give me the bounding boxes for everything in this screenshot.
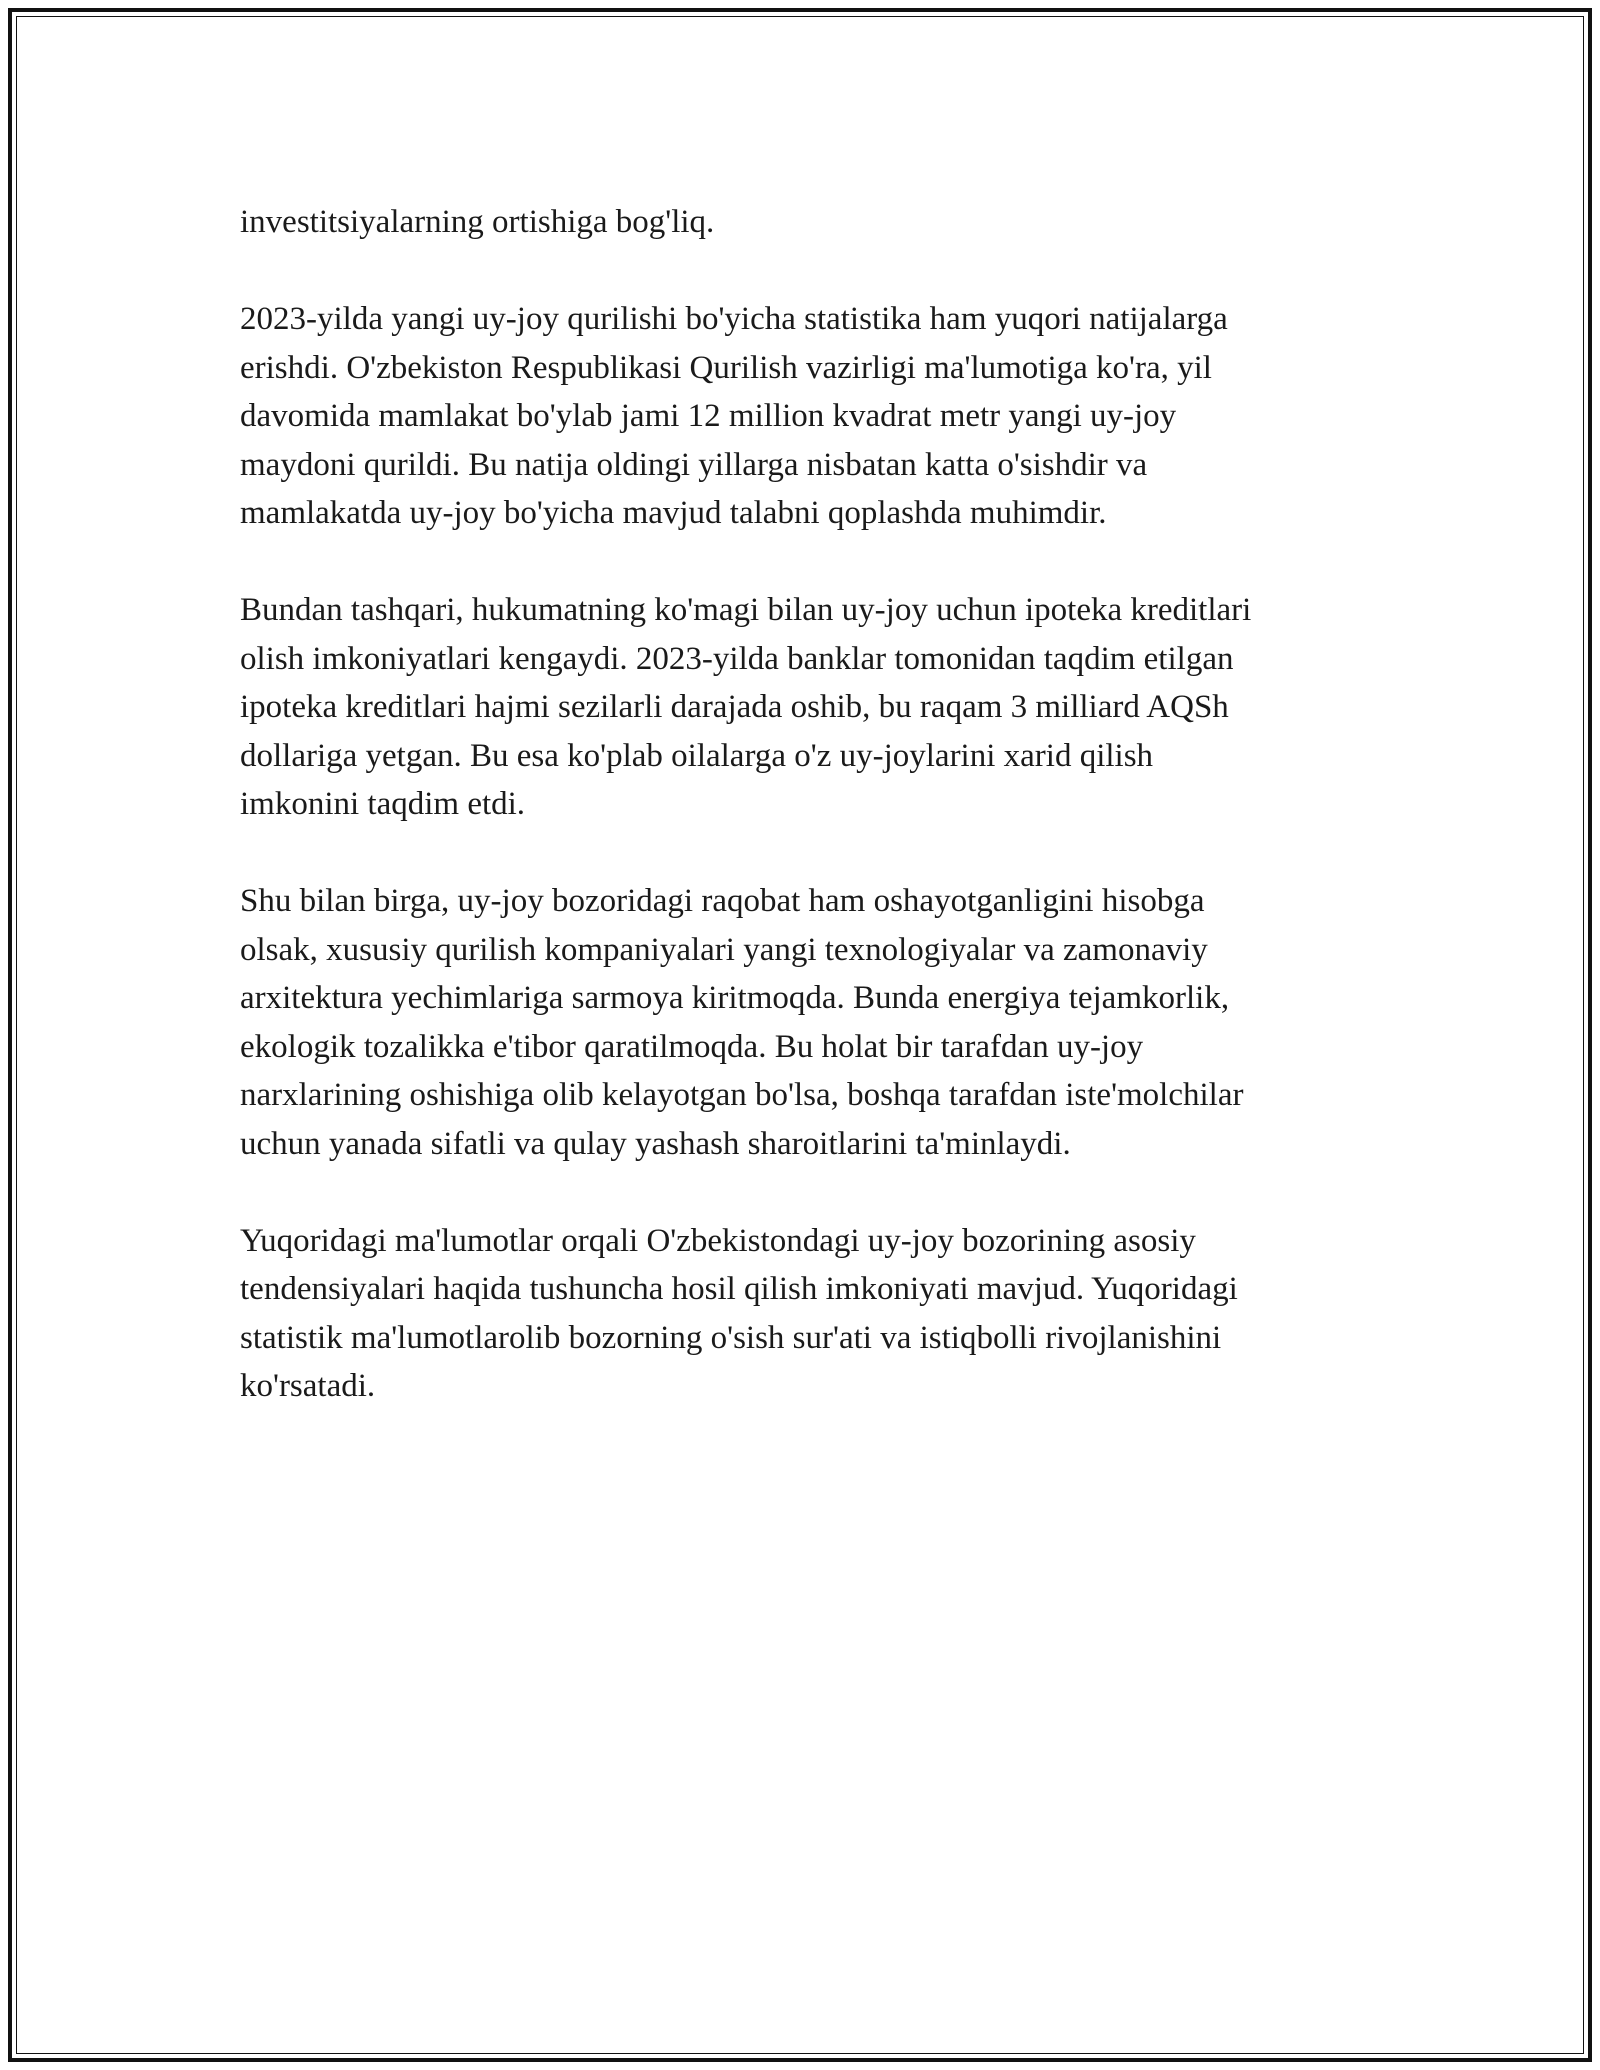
paragraph-5: Yuqoridagi ma'lumotlar orqali O'zbekistondagi uy-joy bozorining asosiy tendensiyalari haqida tushuncha hosil qilish imkoniyati mavjud. Yuqoridagi statistik ma'lumotlarolib bozorning o'sish sur'ati va istiqbolli rivojlanishini ko'rsatadi.	[240, 1222, 1238, 1404]
document-body	[240, 198, 1400, 1459]
paragraph-4: Shu bilan birga, uy-joy bozoridagi raqobat ham oshayotganligini hisobga olsak, xususiy qurilish kompaniyalari yangi texnologiyalar va zamonaviy arxitektura yechimlariga sarmoya kiritmoqda. Bunda energiya tejamkorlik, ekologik tozalikka e'tibor qaratilmoqda. Bu holat bir tarafdan uy-joy narxlarining oshishiga olib kelayotgan bo'lsa, boshqa tarafdan iste'molchilar uchun yanada sifatli va qulay yashash sharoitlarini ta'minlaydi.	[240, 883, 1244, 1162]
paragraph-3: Bundan tashqari, hukumatning ko'magi bilan uy-joy uchun ipoteka kreditlari olish imkoniyatlari kengaydi. 2023-yilda banklar tomonidan taqdim etilgan ipoteka kreditlari hajmi sezilarli darajada oshib, bu raqam 3 milliard AQSh dollariga yetgan. Bu esa ko'plab oilalarga o'z uy-joylarini xarid qilish imkonini taqdim etdi.	[240, 592, 1252, 822]
paragraph-1: investitsiyalarning ortishiga bog'liq.	[240, 204, 715, 240]
page-frame	[8, 8, 1592, 2062]
paragraph-2: 2023-yilda yangi uy-joy qurilishi bo'yicha statistika ham yuqori natijalarga erishdi. O'zbekiston Respublikasi Qurilish vazirligi ma'lumotiga ko'ra, yil davomida mamlakat bo'ylab jami 12 million kvadrat metr yangi uy-joy maydoni qurildi. Bu natija oldingi yillarga nisbatan katta o'sishdir va mamlakatda uy-joy bo'yicha mavjud talabni qoplashda muhimdir.	[240, 301, 1228, 531]
